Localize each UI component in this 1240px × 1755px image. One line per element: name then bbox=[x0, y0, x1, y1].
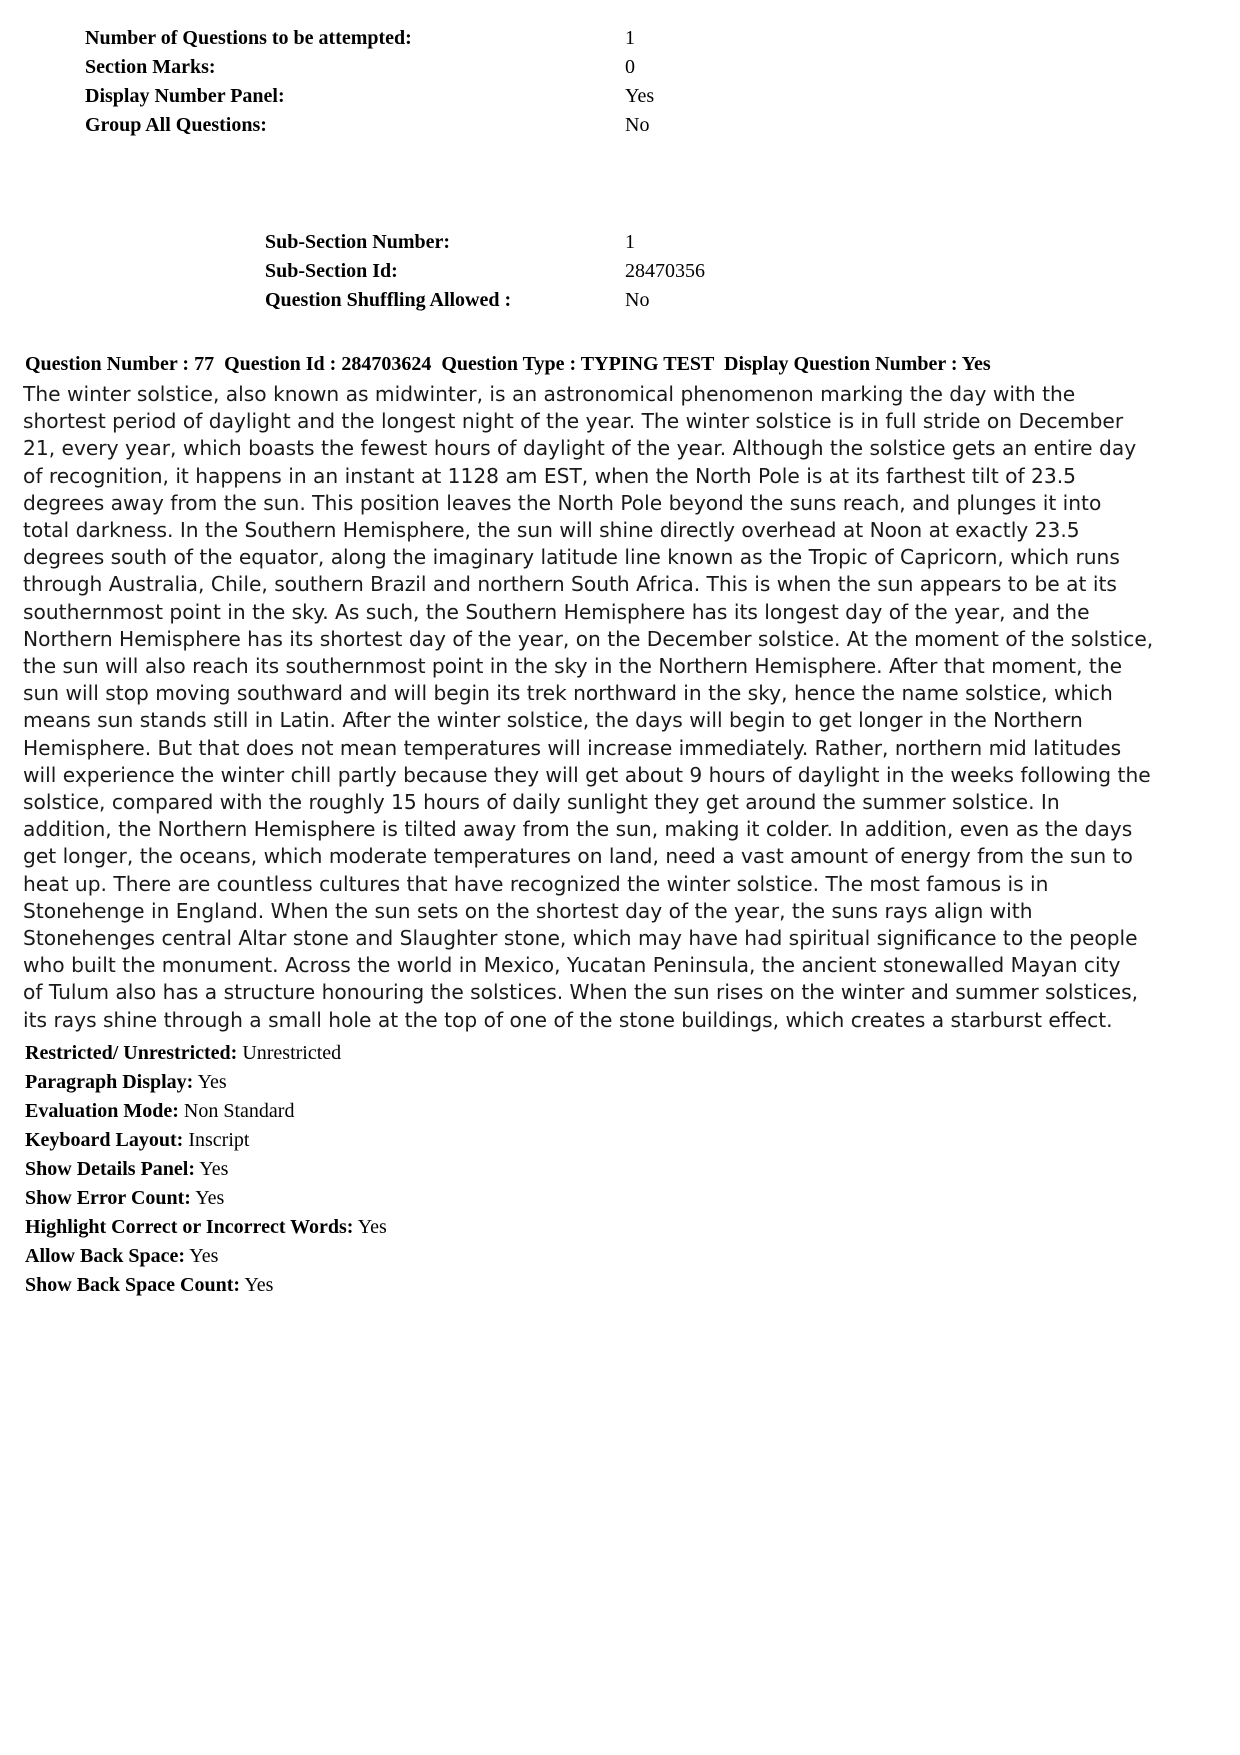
passage-line: who built the monument. Across the world in Mexico, Yucatan Peninsula, the ancient stonewalled Mayan city bbox=[23, 953, 1121, 978]
detail-label: Paragraph Display: bbox=[25, 1071, 194, 1093]
detail-value: Yes bbox=[197, 1071, 227, 1093]
section-row-display-number-panel bbox=[85, 82, 654, 111]
subsection-label: Question Shuffling Allowed : bbox=[265, 289, 512, 311]
section-info-table bbox=[85, 24, 654, 140]
detail-show-back-space-count bbox=[25, 1271, 387, 1300]
passage-line: the sun will also reach its southernmost point in the sky in the Northern Hemisphere. After that moment, the bbox=[23, 654, 1123, 679]
detail-value: Non Standard bbox=[183, 1100, 295, 1122]
passage-line: total darkness. In the Southern Hemisphere, the sun will shine directly overhead at Noon at exactly 23.5 bbox=[23, 518, 1080, 543]
detail-paragraph-display bbox=[25, 1068, 387, 1097]
section-label: Group All Questions: bbox=[85, 114, 267, 136]
section-value: Yes bbox=[625, 85, 655, 107]
detail-label: Allow Back Space: bbox=[25, 1245, 185, 1267]
subsection-label: Sub-Section Number: bbox=[265, 231, 451, 253]
subsection-info-table bbox=[265, 228, 705, 315]
passage-line: of Tulum also has a structure honouring the solstices. When the sun rises on the winter and summer solstices, bbox=[23, 980, 1139, 1005]
subsection-value: 1 bbox=[625, 231, 635, 253]
passage-line: get longer, the oceans, which moderate temperatures on land, need a vast amount of energy from the sun to bbox=[23, 844, 1133, 869]
question-passage bbox=[23, 381, 1218, 1034]
subsection-row-number bbox=[265, 228, 705, 257]
passage-line: 21, every year, which boasts the fewest hours of daylight of the year. Although the solstice gets an entire day bbox=[23, 436, 1137, 461]
detail-label: Restricted/ Unrestricted: bbox=[25, 1042, 238, 1064]
question-header: Question Number : 77 Question Id : 284703624 Question Type : TYPING TEST Display Question Number : Yes bbox=[25, 353, 991, 375]
section-value: 0 bbox=[625, 56, 635, 78]
passage-line: Stonehenges central Altar stone and Slaughter stone, which may have had spiritual significance to the people bbox=[23, 926, 1138, 951]
detail-label: Show Back Space Count: bbox=[25, 1274, 241, 1296]
section-label: Section Marks: bbox=[85, 56, 216, 78]
passage-line: its rays shine through a small hole at the top of one of the stone buildings, which creates a starburst effect. bbox=[23, 1007, 1113, 1032]
passage-line: through Australia, Chile, southern Brazil and northern South Africa. This is when the sun appears to be at its bbox=[23, 572, 1117, 597]
detail-restricted bbox=[25, 1039, 387, 1068]
passage-line: will experience the winter chill partly because they will get about 9 hours of daylight in the weeks following the bbox=[23, 762, 1151, 787]
question-details bbox=[25, 1039, 387, 1300]
detail-value: Inscript bbox=[188, 1129, 250, 1151]
section-label: Number of Questions to be attempted: bbox=[85, 27, 412, 49]
passage-line: Northern Hemisphere has its shortest day of the year, on the December solstice. At the moment of the solstice, bbox=[23, 626, 1154, 651]
passage-line: Stonehenge in England. When the sun sets on the shortest day of the year, the suns rays align with bbox=[23, 898, 1033, 923]
passage-line: southernmost point in the sky. As such, the Southern Hemisphere has its longest day of the year, and the bbox=[23, 599, 1090, 624]
detail-highlight-words bbox=[25, 1213, 387, 1242]
detail-label: Show Error Count: bbox=[25, 1187, 191, 1209]
passage-line: addition, the Northern Hemisphere is tilted away from the sun, making it colder. In addition, even as the days bbox=[23, 817, 1133, 842]
section-row-questions-to-attempt bbox=[85, 24, 654, 53]
passage-line: degrees south of the equator, along the imaginary latitude line known as the Tropic of Capricorn, which runs bbox=[23, 545, 1120, 570]
section-row-group-all-questions bbox=[85, 111, 654, 140]
detail-label: Highlight Correct or Incorrect Words: bbox=[25, 1216, 354, 1238]
passage-line: heat up. There are countless cultures that have recognized the winter solstice. The most famous is in bbox=[23, 871, 1049, 896]
detail-show-details-panel bbox=[25, 1155, 387, 1184]
passage-line: sun will stop moving southward and will begin its trek northward in the sky, hence the name solstice, which bbox=[23, 681, 1113, 706]
section-value: No bbox=[625, 114, 650, 136]
detail-allow-back-space bbox=[25, 1242, 387, 1271]
section-row-section-marks bbox=[85, 53, 654, 82]
passage-line: shortest period of daylight and the longest night of the year. The winter solstice is in full stride on December bbox=[23, 409, 1124, 434]
subsection-label: Sub-Section Id: bbox=[265, 260, 398, 282]
passage-line: degrees away from the sun. This position leaves the North Pole beyond the suns reach, and plunges it into bbox=[23, 490, 1102, 515]
detail-value: Yes bbox=[244, 1274, 274, 1296]
passage-line: Hemisphere. But that does not mean temperatures will increase immediately. Rather, northern mid latitudes bbox=[23, 735, 1122, 760]
detail-label: Evaluation Mode: bbox=[25, 1100, 179, 1122]
section-value: 1 bbox=[625, 27, 635, 49]
passage-line: solstice, compared with the roughly 15 hours of daily sunlight they get around the summer solstice. In bbox=[23, 790, 1060, 815]
detail-keyboard-layout bbox=[25, 1126, 387, 1155]
detail-label: Keyboard Layout: bbox=[25, 1129, 184, 1151]
subsection-value: No bbox=[625, 289, 650, 311]
detail-show-error-count bbox=[25, 1184, 387, 1213]
detail-value: Yes bbox=[189, 1245, 219, 1267]
passage-line: means sun stands still in Latin. After the winter solstice, the days will begin to get longer in the Northern bbox=[23, 708, 1083, 733]
section-label: Display Number Panel: bbox=[85, 85, 285, 107]
detail-value: Yes bbox=[199, 1158, 229, 1180]
passage-line: The winter solstice, also known as midwinter, is an astronomical phenomenon marking the day with the bbox=[23, 382, 1076, 406]
subsection-row-id bbox=[265, 257, 705, 286]
detail-evaluation-mode bbox=[25, 1097, 387, 1126]
subsection-value: 28470356 bbox=[625, 260, 705, 282]
detail-value: Unrestricted bbox=[242, 1042, 342, 1064]
detail-label: Show Details Panel: bbox=[25, 1158, 195, 1180]
subsection-row-shuffling bbox=[265, 286, 705, 315]
passage-line: of recognition, it happens in an instant at 1128 am EST, when the North Pole is at its farthest tilt of 23.5 bbox=[23, 463, 1076, 488]
detail-value: Yes bbox=[357, 1216, 387, 1238]
detail-value: Yes bbox=[195, 1187, 225, 1209]
